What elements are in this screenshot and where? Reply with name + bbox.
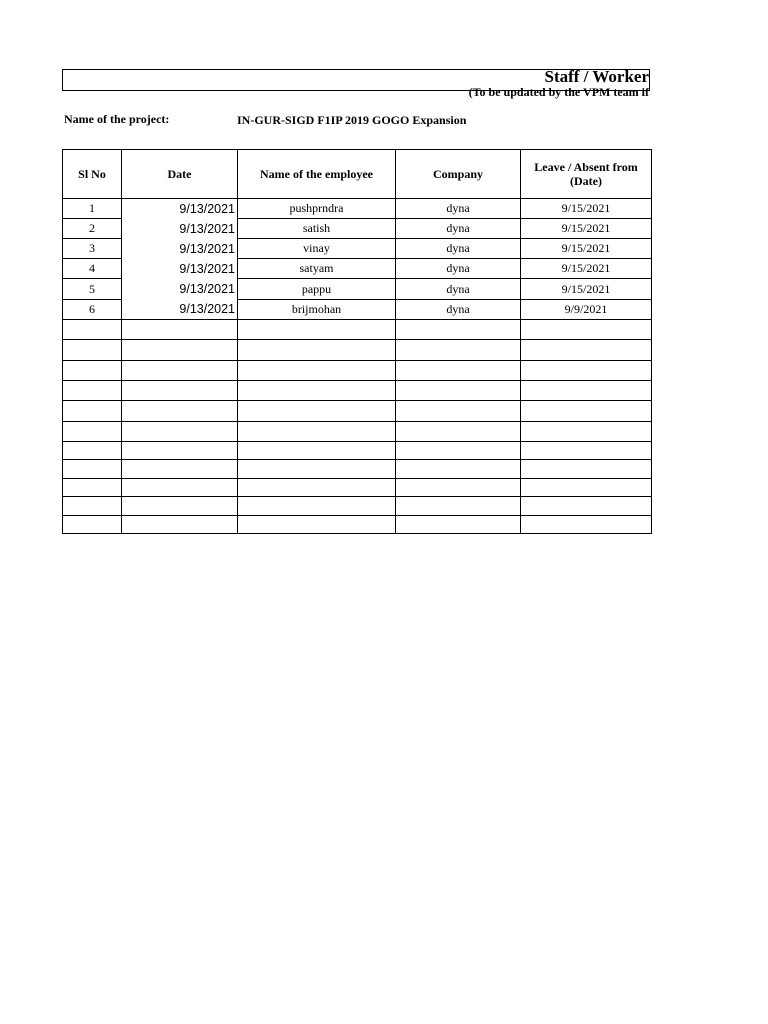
cell-sl-no[interactable]: 2 [63, 219, 122, 239]
cell-leave-date[interactable]: 9/15/2021 [521, 279, 652, 300]
cell-date[interactable] [122, 442, 238, 460]
cell-sl-no[interactable] [63, 442, 122, 460]
cell-employee-name[interactable]: satyam [238, 259, 396, 279]
cell-employee-name[interactable] [238, 320, 396, 340]
project-name: IN-GUR-SIGD F1IP 2019 GOGO Expansion [237, 113, 467, 127]
cell-employee-name[interactable] [238, 361, 396, 381]
cell-company[interactable] [396, 381, 521, 401]
cell-employee-name[interactable]: brijmohan [238, 300, 396, 320]
cell-company[interactable] [396, 361, 521, 381]
empty-row [63, 340, 652, 361]
cell-company[interactable]: dyna [396, 219, 521, 239]
cell-date[interactable]: 9/13/2021 [122, 239, 238, 259]
cell-date[interactable] [122, 460, 238, 479]
cell-company[interactable]: dyna [396, 199, 521, 219]
empty-row [63, 381, 652, 401]
cell-date[interactable] [122, 320, 238, 340]
staff-table [62, 149, 652, 534]
empty-row [63, 442, 652, 460]
cell-company[interactable] [396, 442, 521, 460]
cell-date[interactable]: 9/13/2021 [122, 300, 238, 320]
cell-company[interactable] [396, 320, 521, 340]
table-row [63, 219, 652, 239]
cell-leave-date[interactable] [521, 460, 652, 479]
cell-leave-date[interactable]: 9/15/2021 [521, 259, 652, 279]
cell-date[interactable]: 9/13/2021 [122, 259, 238, 279]
table-row [63, 239, 652, 259]
cell-company[interactable]: dyna [396, 259, 521, 279]
table-header-row [63, 150, 652, 199]
cell-leave-date[interactable] [521, 516, 652, 534]
cell-leave-date[interactable] [521, 381, 652, 401]
cell-leave-date[interactable] [521, 442, 652, 460]
cell-sl-no[interactable] [63, 320, 122, 340]
cell-date[interactable]: 9/13/2021 [122, 199, 238, 219]
table-row [63, 259, 652, 279]
cell-leave-date[interactable]: 9/15/2021 [521, 219, 652, 239]
header-company[interactable]: Company [396, 150, 521, 199]
cell-sl-no[interactable] [63, 361, 122, 381]
header-sl-no[interactable]: Sl No [63, 150, 122, 199]
cell-leave-date[interactable] [521, 340, 652, 361]
empty-row [63, 460, 652, 479]
cell-date[interactable] [122, 361, 238, 381]
cell-sl-no[interactable] [63, 497, 122, 516]
cell-company[interactable] [396, 516, 521, 534]
cell-sl-no[interactable]: 3 [63, 239, 122, 259]
sheet-title: Staff / Worker [544, 67, 649, 86]
cell-sl-no[interactable] [63, 401, 122, 422]
title-box [62, 67, 650, 99]
cell-date[interactable]: 9/13/2021 [122, 279, 238, 300]
cell-date[interactable] [122, 381, 238, 401]
cell-sl-no[interactable] [63, 460, 122, 479]
cell-date[interactable] [122, 516, 238, 534]
cell-date[interactable] [122, 479, 238, 497]
empty-row [63, 361, 652, 381]
cell-leave-date[interactable] [521, 497, 652, 516]
cell-employee-name[interactable] [238, 340, 396, 361]
cell-date[interactable]: 9/13/2021 [122, 219, 238, 239]
cell-company[interactable]: dyna [396, 300, 521, 320]
cell-leave-date[interactable] [521, 422, 652, 442]
empty-row [63, 401, 652, 422]
header-employee-name[interactable]: Name of the employee [238, 150, 396, 199]
empty-row [63, 479, 652, 497]
cell-company[interactable] [396, 401, 521, 422]
cell-date[interactable] [122, 497, 238, 516]
header-leave-absent[interactable]: Leave / Absent from (Date) [521, 150, 652, 199]
cell-employee-name[interactable] [238, 479, 396, 497]
table-row [63, 279, 652, 300]
cell-company[interactable]: dyna [396, 279, 521, 300]
cell-employee-name[interactable] [238, 381, 396, 401]
project-label: Name of the project: [64, 112, 170, 126]
cell-leave-date[interactable]: 9/15/2021 [521, 239, 652, 259]
cell-employee-name[interactable]: satish [238, 219, 396, 239]
cell-company[interactable] [396, 460, 521, 479]
cell-sl-no[interactable]: 1 [63, 199, 122, 219]
empty-row [63, 497, 652, 516]
cell-employee-name[interactable] [238, 422, 396, 442]
empty-row [63, 320, 652, 340]
cell-employee-name[interactable] [238, 442, 396, 460]
cell-sl-no[interactable] [63, 516, 122, 534]
cell-company[interactable] [396, 340, 521, 361]
cell-employee-name[interactable]: pappu [238, 279, 396, 300]
cell-company[interactable] [396, 479, 521, 497]
cell-leave-date[interactable] [521, 479, 652, 497]
cell-leave-date[interactable] [521, 320, 652, 340]
cell-employee-name[interactable] [238, 460, 396, 479]
cell-sl-no[interactable]: 5 [63, 279, 122, 300]
empty-row [63, 516, 652, 534]
cell-sl-no[interactable] [63, 479, 122, 497]
cell-employee-name[interactable]: pushprndra [238, 199, 396, 219]
cell-leave-date[interactable] [521, 361, 652, 381]
cell-sl-no[interactable]: 4 [63, 259, 122, 279]
cell-employee-name[interactable] [238, 401, 396, 422]
cell-leave-date[interactable] [521, 401, 652, 422]
cell-date[interactable] [122, 401, 238, 422]
cell-sl-no[interactable] [63, 381, 122, 401]
cell-leave-date[interactable]: 9/15/2021 [521, 199, 652, 219]
cell-company[interactable] [396, 497, 521, 516]
cell-sl-no[interactable] [63, 340, 122, 361]
cell-date[interactable] [122, 340, 238, 361]
cell-date[interactable] [122, 422, 238, 442]
cell-employee-name[interactable] [238, 497, 396, 516]
cell-employee-name[interactable]: vinay [238, 239, 396, 259]
cell-sl-no[interactable] [63, 422, 122, 442]
cell-sl-no[interactable]: 6 [63, 300, 122, 320]
cell-company[interactable] [396, 422, 521, 442]
sheet-subtitle: (To be updated by the VPM team if [468, 85, 649, 99]
table-row [63, 300, 652, 320]
empty-row [63, 422, 652, 442]
cell-company[interactable]: dyna [396, 239, 521, 259]
cell-employee-name[interactable] [238, 516, 396, 534]
table-row [63, 199, 652, 219]
header-date[interactable]: Date [122, 150, 238, 199]
cell-leave-date[interactable]: 9/9/2021 [521, 300, 652, 320]
